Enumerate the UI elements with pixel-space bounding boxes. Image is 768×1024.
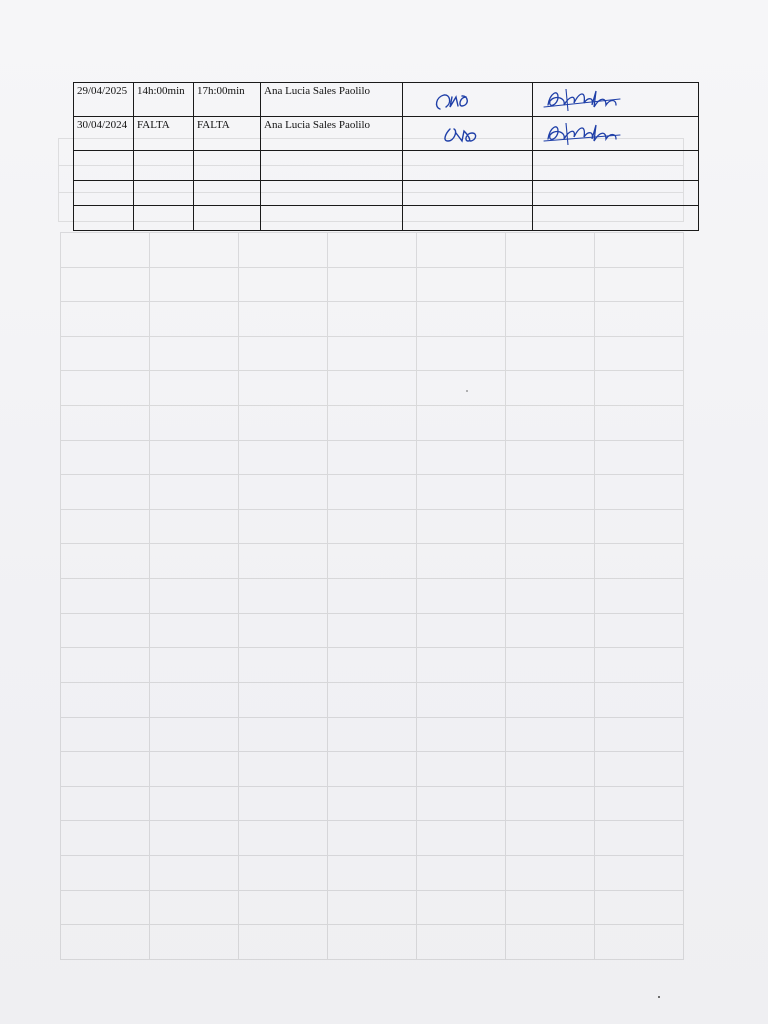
table-row: [74, 83, 699, 117]
end-time-cell: 17h:00min: [194, 83, 261, 117]
start-time-cell: 14h:00min: [134, 83, 194, 117]
cursive-signature-graphic: [536, 85, 676, 115]
ta-signature-cell: [533, 117, 699, 151]
start-time-cell: FALTA: [134, 117, 194, 151]
date-cell: 30/04/2024: [74, 117, 134, 151]
ta-signature: [536, 119, 695, 147]
initials-signature-graphic: [406, 119, 530, 149]
ta-signature: [536, 85, 695, 113]
date-cell: 29/04/2025: [74, 83, 134, 117]
table-row: [74, 117, 699, 151]
responsible-signature-cell: [403, 117, 533, 151]
responsible-signature: [406, 119, 529, 147]
ta-signature-cell: [533, 83, 699, 117]
attendance-table: [73, 82, 699, 231]
bleed-through-table: [60, 232, 684, 960]
paper-speck: [466, 390, 468, 392]
responsible-signature: [406, 85, 529, 113]
table-row: [74, 181, 699, 206]
table-row: [74, 206, 699, 231]
responsible-signature-cell: [403, 83, 533, 117]
paper-speck: [658, 996, 660, 998]
cursive-signature-graphic: [536, 119, 676, 149]
responsible-name-cell: Ana Lucia Sales Paolilo: [261, 117, 403, 151]
end-time-cell: FALTA: [194, 117, 261, 151]
responsible-name-cell: Ana Lucia Sales Paolilo: [261, 83, 403, 117]
table-row: [74, 151, 699, 181]
initials-signature-graphic: [406, 85, 530, 115]
